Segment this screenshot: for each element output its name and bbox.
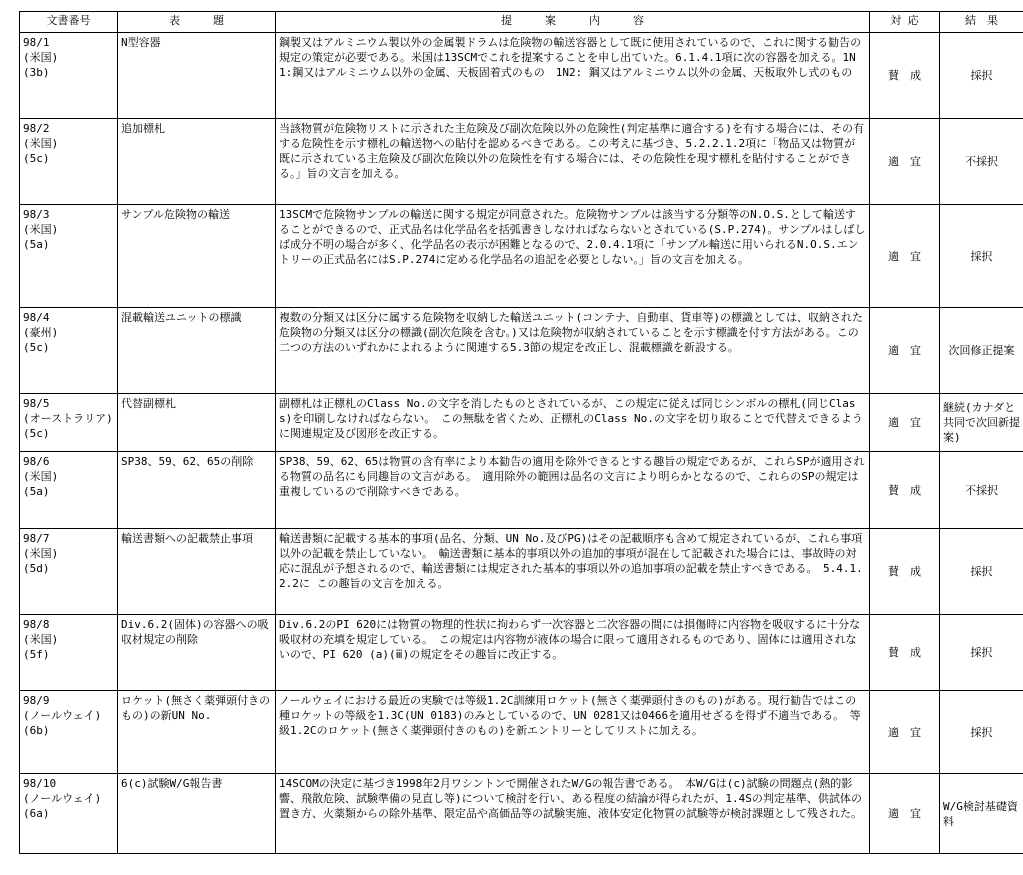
proposal-cell: 複数の分類又は区分に属する危険物を収納した輸送ユニット(コンテナ、自動車、貨車等)の標識としては、収納された危険物の分類又は区分の標識(副次危険を含む。)又は危険物が収納されていることを示す標識を付す方法がある。この二つの方法のいずれかによれるように関連する5.3節の規定を改正し、混載標識を新設する。 (276, 308, 870, 394)
table-row (20, 529, 1023, 615)
proposal-cell: 輸送書類に記載する基本的事項(品名、分類、UN No.及びPG)はその記載順序も含めて規定されているが、これら事項以外の記載を禁止していない。 輸送書類に基本的事項以外の追加的事項が混在して記載された場合には、事故時の対応に混乱が予想されるので、輸送書類には規定された基本的事項以外の追加事項の記載を禁止すべきである。 5.4.1.2.2に この趣旨の文言を加える。 (276, 529, 870, 615)
response-cell: 適 宜 (870, 308, 940, 394)
title-cell: 代替副標札 (118, 394, 276, 452)
result-cell: 採択 (940, 691, 1023, 774)
response-cell: 賛 成 (870, 615, 940, 691)
result-cell: 継続(カナダと共同で次回新提案) (940, 394, 1023, 452)
table-row (20, 308, 1023, 394)
table-row (20, 394, 1023, 452)
response-cell: 適 宜 (870, 205, 940, 308)
doc-number-cell: 98/7 (米国) (5d) (20, 529, 118, 615)
title-cell: 輸送書類への記載禁止事項 (118, 529, 276, 615)
result-cell: 不採択 (940, 452, 1023, 529)
proposal-cell: Div.6.2のPI 620には物質の物理的性状に拘わらず一次容器と二次容器の間には損傷時に内容物を吸収するに十分な吸収材の充填を規定している。 この規定は内容物が液体の場合に限って適用されるものであり、固体には適用されないので、PI 620 (a)(ⅲ)の規定をその趣旨に改正する。 (276, 615, 870, 691)
table-row (20, 774, 1023, 854)
response-cell: 適 宜 (870, 119, 940, 205)
result-cell: 不採択 (940, 119, 1023, 205)
response-cell: 賛 成 (870, 33, 940, 119)
doc-number-cell: 98/10 (ノールウェイ) (6a) (20, 774, 118, 854)
response-cell: 賛 成 (870, 452, 940, 529)
header-result: 結 果 (940, 12, 1023, 33)
table-row (20, 615, 1023, 691)
response-cell: 賛 成 (870, 529, 940, 615)
title-cell: サンプル危険物の輸送 (118, 205, 276, 308)
title-cell: Div.6.2(固体)の容器への吸収材規定の削除 (118, 615, 276, 691)
doc-number-cell: 98/9 (ノールウェイ) (6b) (20, 691, 118, 774)
proposal-cell: 13SCMで危険物サンプルの輸送に関する規定が同意された。危険物サンプルは該当する分類等のN.O.S.として輸送することができるので、正式品名は化学品名を括弧書きしなければならないとされている(S.P.274)。サンプルはしばしば成分不明の場合が多く、化学品名の表示が困難となるので、2.0.4.1項に「サンプル輸送に用いられるN.O.S.エントリーの正式品名にはS.P.274に定める化学品名の追記を必要としない。」旨の文言を加える。 (276, 205, 870, 308)
proposal-cell: 当該物質が危険物リストに示された主危険及び副次危険以外の危険性(判定基準に適合する)を有する場合には、その有する危険性を示す標札の輸送物への貼付を認めるべきである。この考えに基づき、5.2.2.1.2項に「物品又は物質が既に示されている主危険及び副次危険以外の危険性を有する場合には、その危険性を現す標札を貼付することができる。」旨の文言を加える。 (276, 119, 870, 205)
doc-number-cell: 98/2 (米国) (5c) (20, 119, 118, 205)
result-cell: 採択 (940, 33, 1023, 119)
doc-number-cell: 98/4 (豪州) (5c) (20, 308, 118, 394)
header-title: 表 題 (118, 12, 276, 33)
proposals-table (19, 11, 1023, 854)
title-cell: 追加標札 (118, 119, 276, 205)
header-proposal: 提 案 内 容 (276, 12, 870, 33)
doc-number-cell: 98/8 (米国) (5f) (20, 615, 118, 691)
proposal-cell: 鋼製又はアルミニウム製以外の金属製ドラムは危険物の輸送容器として既に使用されているので、これに関する勧告の規定の策定が必要である。米国は13SCMでこれを提案することを申し出ていた。6.1.4.1項に次の容器を加える。1N1:鋼又はアルミニウム以外の金属、天板固着式のもの 1N2: 鋼又はアルミニウム以外の金属、天板取外し式のもの (276, 33, 870, 119)
header-response: 対 応 (870, 12, 940, 33)
table-row (20, 205, 1023, 308)
table-row (20, 452, 1023, 529)
title-cell: 6(c)試験W/G報告書 (118, 774, 276, 854)
table-row (20, 33, 1023, 119)
doc-number-cell: 98/3 (米国) (5a) (20, 205, 118, 308)
doc-number-cell: 98/5 (オーストラリア) (5c) (20, 394, 118, 452)
doc-number-cell: 98/6 (米国) (5a) (20, 452, 118, 529)
result-cell: 次回修正提案 (940, 308, 1023, 394)
result-cell: W/G検討基礎資料 (940, 774, 1023, 854)
title-cell: SP38、59、62、65の削除 (118, 452, 276, 529)
response-cell: 適 宜 (870, 691, 940, 774)
header-doc-no: 文書番号 (20, 12, 118, 33)
response-cell: 適 宜 (870, 394, 940, 452)
proposal-cell: 副標札は正標札のClass No.の文字を消したものとされているが、この規定に従えば同じシンボルの標札(同じClass)を印刷しなければならない。 この無駄を省くため、正標札のClass No.の文字を切り取ることで代替えできるように関連規定及び図形を改正する。 (276, 394, 870, 452)
proposal-cell: SP38、59、62、65は物質の含有率により本勧告の適用を除外できるとする趣旨の規定であるが、これらSPが適用される物質の品名にも同趣旨の文言がある。 適用除外の範囲は品名の文言により明らかとなるので、これらのSPの規定は重複しているので削除すべきである。 (276, 452, 870, 529)
result-cell: 採択 (940, 205, 1023, 308)
response-cell: 適 宜 (870, 774, 940, 854)
table-row (20, 119, 1023, 205)
result-cell: 採択 (940, 615, 1023, 691)
table-row (20, 691, 1023, 774)
result-cell: 採択 (940, 529, 1023, 615)
doc-number-cell: 98/1 (米国) (3b) (20, 33, 118, 119)
title-cell: 混載輸送ユニットの標識 (118, 308, 276, 394)
header-row (20, 12, 1023, 33)
title-cell: N型容器 (118, 33, 276, 119)
title-cell: ロケット(無さく薬弾頭付きのもの)の新UN No. (118, 691, 276, 774)
proposal-cell: ノールウェイにおける最近の実験では等級1.2C訓練用ロケット(無さく薬弾頭付きのもの)がある。現行勧告ではこの種ロケットの等級を1.3C(UN 0183)のみとしているので、UN 0281又は0466を適用せざるを得ず不適当である。 等級1.2Cのロケット(無さく薬弾頭付きのもの)を新エントリーとしてリストに加える。 (276, 691, 870, 774)
proposal-cell: 14SCOMの決定に基づき1998年2月ワシントンで開催されたW/Gの報告書である。 本W/Gは(c)試験の問題点(熱的影響、飛散危険、試験準備の見直し等)について検討を行い、ある程度の結論が得られたが、1.4Sの判定基準、供試体の置き方、火薬類からの除外基準、限定品や高価品等の試験実施、液体安定化物質の試験等が検討課題として残された。 (276, 774, 870, 854)
